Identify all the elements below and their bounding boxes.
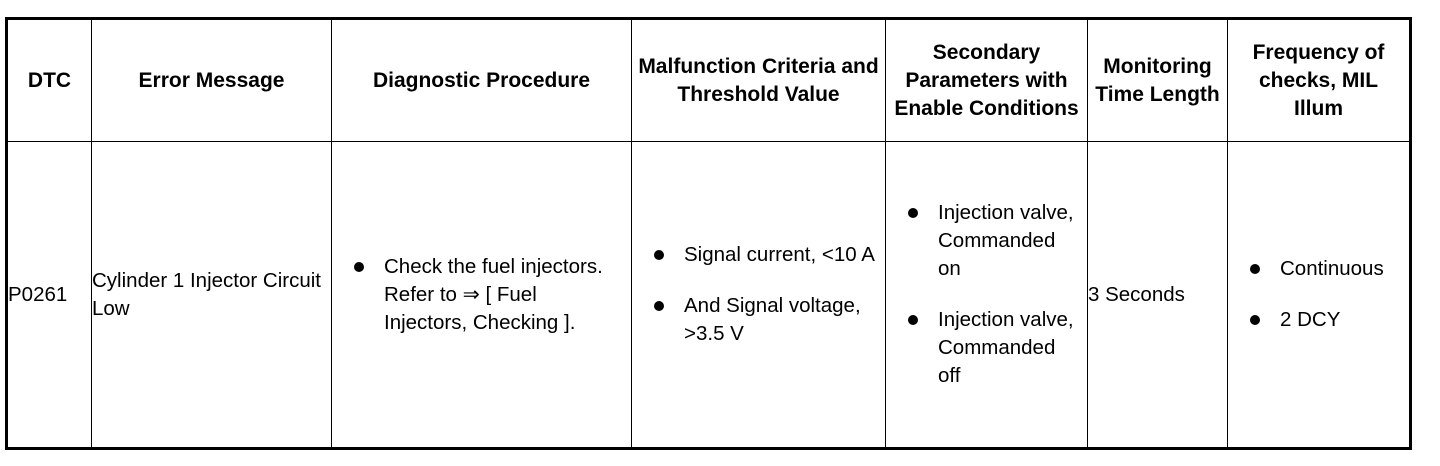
dtc-table [5,17,1412,450]
error-message: Cylinder 1 Injector Circuit Low [92,142,332,449]
diagnostic-procedure-list [332,253,631,337]
header-secondary-parameters: Secondary Parameters with Enable Conditions [886,19,1088,142]
frequency-list [1228,255,1409,334]
list-item: And Signal voltage, >3.5 V [632,292,885,348]
malfunction-criteria-cell [632,142,886,449]
frequency-cell [1228,142,1411,449]
list-item: Check the fuel injectors. Refer to ⇒ [ Fuel Injectors, Checking ]. [332,253,631,337]
table-row [7,142,1411,449]
dtc-code: P0261 [7,142,92,449]
header-monitoring-time: Monitoring Time Length [1088,19,1228,142]
header-malfunction-criteria: Malfunction Criteria and Threshold Value [632,19,886,142]
secondary-parameters-list [886,199,1087,390]
malfunction-criteria-list [632,241,885,348]
secondary-parameters-cell [886,142,1088,449]
list-item: 2 DCY [1228,306,1409,334]
header-diagnostic-procedure: Diagnostic Procedure [332,19,632,142]
header-row [7,19,1411,142]
header-error-message: Error Message [92,19,332,142]
monitoring-time: 3 Seconds [1088,142,1228,449]
list-item: Continuous [1228,255,1409,283]
list-item: Injection valve, Commanded on [886,199,1087,283]
header-frequency: Frequency of checks, MIL Illum [1228,19,1411,142]
header-dtc: DTC [7,19,92,142]
list-item: Injection valve, Commanded off [886,306,1087,390]
diagnostic-procedure-cell [332,142,632,449]
list-item: Signal current, <10 A [632,241,885,269]
